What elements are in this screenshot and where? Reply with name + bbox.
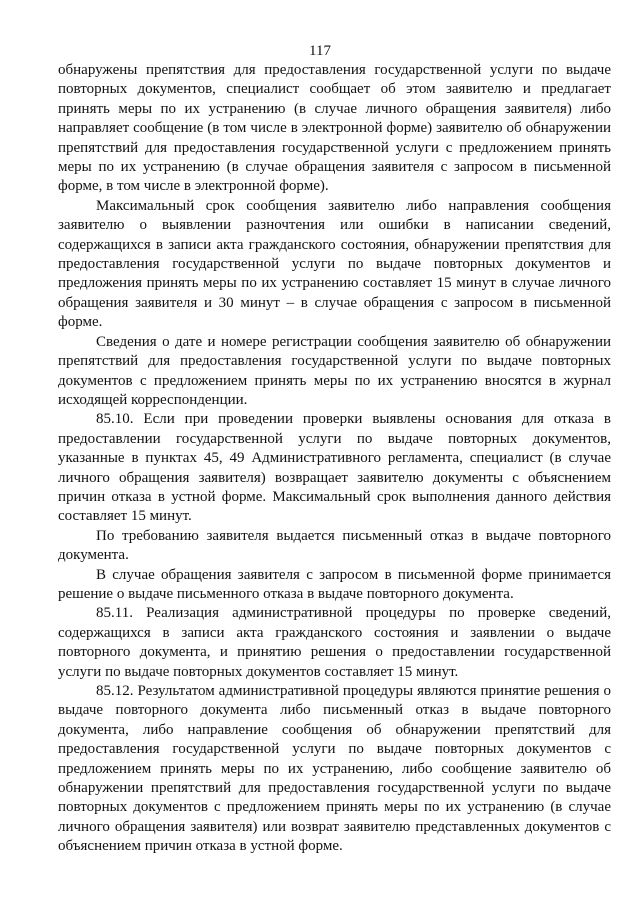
- document-body: [58, 61, 611, 857]
- paragraph-max-notification-time: Максимальный срок сообщения заявителю либо направления сообщения заявителю о выявлении разночтения или ошибки в написании сведений, содержащихся в записи акта гражданского состояния, обнаружении препятствия для предоставления государственной услуги по выдаче повторных документов и предложения принять меры по их устранению составляет 15 минут в случае личного обращения заявителя и 30 минут – в случае обращения с запросом в письменной форме.: [58, 197, 611, 331]
- page-number: 117: [309, 43, 331, 59]
- paragraph-written-refusal-on-request: По требованию заявителя выдается письменный отказ в выдаче повторного документа.: [58, 527, 611, 564]
- paragraph-85-10: 85.10. Если при проведении проверки выявлены основания для отказа в предоставлении государственной услуги по выдаче повторных документов, указанные в пунктах 45, 49 Административного регламента, специалист (в случае личного обращения заявителя) возвращает заявителю документы с объяснением причин отказа в устной форме. Максимальный срок выполнения данного действия составляет 15 минут.: [58, 411, 611, 525]
- paragraph-continuation: обнаружены препятствия для предоставления государственной услуги по выдаче повторных документов, специалист сообщает об этом заявителю и предлагает принять меры по их устранению (в случае личного обращения заявителя) либо направляет сообщение (в том числе в электронной форме) заявителю об обнаружении препятствий для предоставления государственной услуги с предложением принять меры по их устранению (в случае обращения заявителя с запросом в письменной форме, в том числе в электронной форме).: [58, 62, 611, 195]
- paragraph-registration-info: Сведения о дате и номере регистрации сообщения заявителю об обнаружении препятствий для предоставления государственной услуги по выдаче повторных документов с предложением принять меры по их устранению вносятся в журнал исходящей корреспонденции.: [58, 333, 611, 408]
- paragraph-85-12: 85.12. Результатом административной процедуры являются принятие решения о выдаче повторного документа либо письменный отказ в выдаче повторного документа, либо направление сообщения об обнаружении препятствий для предоставления государственной услуги по выдаче повторных документов с предложением принять меры по их устранению, либо сообщение заявителю об обнаружении препятствий для предоставления государственной услуги по выдаче повторных документов с предложением принять меры по их устранению (в случае личного обращения заявителя) или возврат заявителю представленных документов с объяснением причин отказа в устной форме.: [58, 683, 611, 855]
- paragraph-85-11: 85.11. Реализация административной процедуры по проверке сведений, содержащихся в записи акта гражданского состояния и заявлении о выдаче повторного документа, и принятию решения о предоставлении государственной услуги по выдаче повторных документов составляет 15 минут.: [58, 605, 611, 680]
- paragraph-written-request-refusal: В случае обращения заявителя с запросом в письменной форме принимается решение о выдаче письменного отказа в выдаче повторного документа.: [58, 566, 611, 602]
